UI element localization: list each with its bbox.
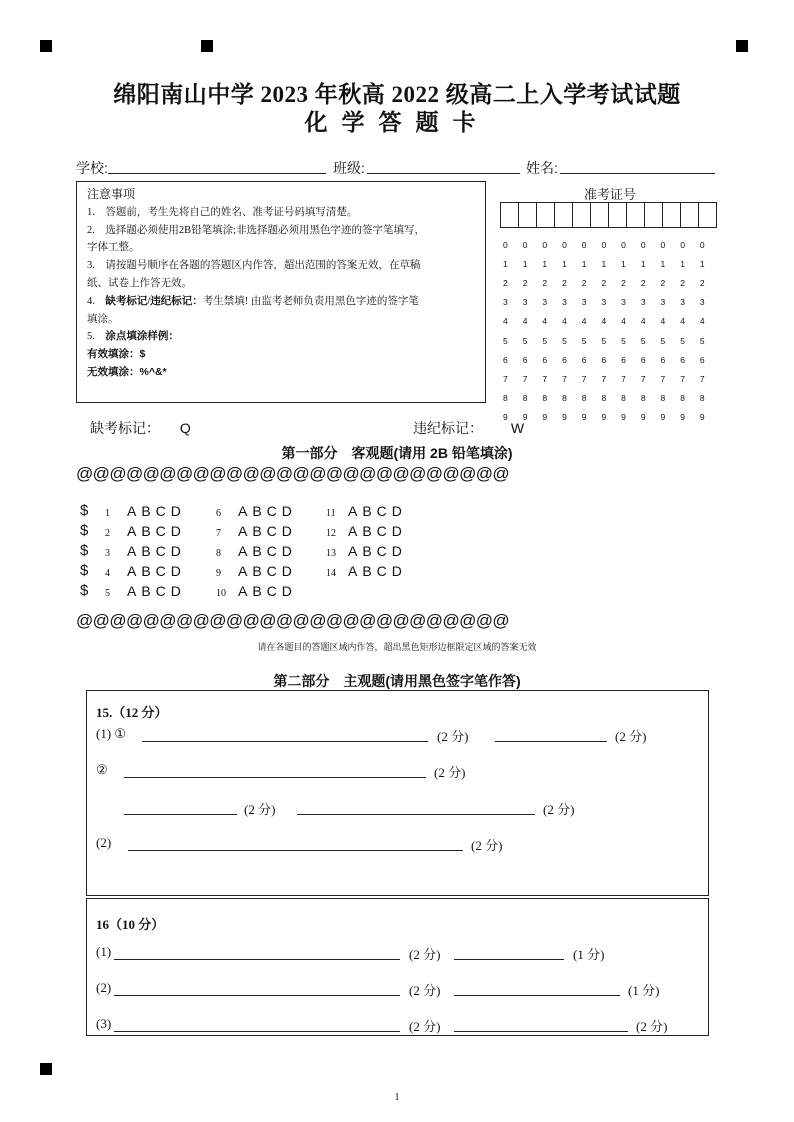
mc-question[interactable] <box>326 523 407 539</box>
digit-bubble[interactable]: 6 <box>640 354 646 365</box>
digit-bubble[interactable]: 8 <box>562 393 567 404</box>
digit-bubble[interactable]: 5 <box>680 335 685 346</box>
q15-part2-label: (2) <box>96 835 112 850</box>
row-sync-mark: $ <box>80 502 89 519</box>
digit-bubble[interactable]: 8 <box>640 393 646 404</box>
instruction-item: 4. 缺考标记/违纪标记：考生禁填! 由监考老师负责用黑色字迹的签字笔 <box>87 295 419 307</box>
exam-number-box[interactable] <box>662 202 681 228</box>
digit-bubble[interactable]: 0 <box>522 239 528 250</box>
mc-question[interactable] <box>216 503 297 519</box>
digit-bubble[interactable]: 7 <box>699 373 705 384</box>
mc-question[interactable] <box>105 563 186 579</box>
q15-1-answer-line-e[interactable] <box>297 814 535 815</box>
name-input-line[interactable] <box>560 173 715 174</box>
score-label: (1 分) <box>628 983 660 998</box>
violation-mark-box[interactable]: W <box>510 420 525 436</box>
q15-part1b-label: ② <box>96 762 108 777</box>
digit-bubble[interactable]: 6 <box>542 354 548 365</box>
digit-row <box>503 408 720 427</box>
digit-row <box>503 235 720 254</box>
mc-question[interactable] <box>105 583 186 599</box>
name-label: 姓名: <box>526 160 558 176</box>
school-input-line[interactable] <box>108 173 326 174</box>
score-label: (2 分) <box>471 838 503 853</box>
question-number: 10 <box>216 588 226 599</box>
digit-bubble[interactable]: 4 <box>542 316 548 327</box>
digit-bubble[interactable]: 2 <box>542 277 548 288</box>
digit-bubble[interactable]: 9 <box>503 412 508 423</box>
digit-bubble[interactable]: 7 <box>503 373 508 384</box>
digit-bubble[interactable]: 3 <box>542 297 548 308</box>
digit-bubble[interactable]: 1 <box>680 258 685 269</box>
digit-bubble[interactable]: 1 <box>581 258 587 269</box>
exam-number-box[interactable] <box>608 202 627 228</box>
digit-bubble[interactable]: 1 <box>522 258 528 269</box>
score-label: (2 分) <box>244 802 276 817</box>
digit-bubble[interactable]: 4 <box>522 316 528 327</box>
q15-1-answer-line-b[interactable] <box>495 741 607 742</box>
digit-bubble[interactable]: 3 <box>621 297 626 308</box>
digit-bubble[interactable]: 9 <box>601 412 607 423</box>
q16-2-answer-line-a[interactable] <box>114 995 400 996</box>
digit-bubble[interactable]: 8 <box>542 393 548 404</box>
digit-bubble[interactable]: 5 <box>542 335 548 346</box>
answer-options[interactable]: ABCD <box>127 563 186 579</box>
q16-part3-label: (3) <box>96 1016 112 1031</box>
mc-question[interactable] <box>326 503 407 519</box>
q15-1-answer-line-d[interactable] <box>124 814 237 815</box>
answer-options[interactable]: ABCD <box>127 523 186 539</box>
digit-bubble[interactable]: 2 <box>621 277 626 288</box>
digit-bubble[interactable]: 1 <box>542 258 548 269</box>
digit-bubble[interactable]: 5 <box>503 335 508 346</box>
digit-bubble[interactable]: 0 <box>680 239 685 250</box>
digit-bubble[interactable]: 9 <box>660 412 666 423</box>
digit-bubble[interactable]: 6 <box>699 354 705 365</box>
question-number: 3 <box>105 548 110 559</box>
digit-bubble[interactable]: 4 <box>640 316 646 327</box>
mc-question[interactable] <box>216 563 297 579</box>
digit-bubble[interactable]: 3 <box>522 297 528 308</box>
digit-bubble[interactable]: 9 <box>581 412 587 423</box>
exam-number-box[interactable] <box>518 202 537 228</box>
digit-bubble[interactable]: 0 <box>542 239 548 250</box>
digit-bubble[interactable]: 5 <box>621 335 626 346</box>
school-label: 学校: <box>76 160 108 176</box>
valid-fill-sample: 有效填涂：$ <box>87 348 146 361</box>
digit-bubble[interactable]: 4 <box>503 316 508 327</box>
exam-number-box[interactable] <box>644 202 663 228</box>
score-label: (1 分) <box>573 947 605 962</box>
q16-3-answer-line-b[interactable] <box>454 1031 628 1032</box>
digit-bubble[interactable]: 9 <box>640 412 646 423</box>
score-label: (2 分) <box>437 729 469 744</box>
answer-options[interactable]: ABCD <box>348 523 407 539</box>
exam-number-box[interactable] <box>572 202 591 228</box>
question-number: 11 <box>326 508 336 519</box>
digit-bubble[interactable]: 8 <box>621 393 626 404</box>
digit-bubble[interactable]: 9 <box>562 412 567 423</box>
exam-number-title: 准考证号 <box>583 187 636 202</box>
question-number: 4 <box>105 568 110 579</box>
digit-row <box>503 350 720 369</box>
digit-bubble[interactable]: 5 <box>522 335 528 346</box>
q16-3-answer-line-a[interactable] <box>114 1031 400 1032</box>
digit-bubble[interactable]: 7 <box>680 373 685 384</box>
question-number: 6 <box>216 508 221 519</box>
q15-2-answer-line[interactable] <box>128 850 463 851</box>
mc-question[interactable] <box>216 523 297 539</box>
digit-row <box>503 273 720 292</box>
score-label: (2 分) <box>543 802 575 817</box>
digit-bubble[interactable]: 6 <box>680 354 685 365</box>
digit-bubble[interactable]: 7 <box>660 373 666 384</box>
digit-bubble[interactable]: 7 <box>581 373 587 384</box>
answer-options[interactable]: ABCD <box>127 583 186 599</box>
positioning-marker <box>201 40 213 52</box>
exam-number-box[interactable] <box>680 202 699 228</box>
row-sync-mark: $ <box>80 542 89 559</box>
timing-mark-row: @@@@@@@@@@@@@@@@@@@@@@@@@@ <box>76 464 510 483</box>
absent-mark-label: 缺考标记： <box>90 420 160 436</box>
digit-bubble[interactable]: 7 <box>640 373 646 384</box>
absent-mark[interactable] <box>90 418 191 438</box>
digit-bubble[interactable]: 8 <box>601 393 607 404</box>
part2-title: 第二部分 主观题(请用黑色签字笔作答) <box>273 673 521 689</box>
answer-sheet-title: 化学答题卡 <box>304 110 490 135</box>
question-15-heading: 15.（12 分） <box>96 705 168 720</box>
mc-question[interactable] <box>105 543 186 559</box>
digit-bubble[interactable]: 1 <box>640 258 646 269</box>
digit-bubble[interactable]: 9 <box>542 412 548 423</box>
score-label: (2 分) <box>409 947 441 962</box>
answer-options[interactable]: ABCD <box>348 563 407 579</box>
question-number: 14 <box>326 568 336 579</box>
q16-1-answer-line-a[interactable] <box>114 959 400 960</box>
q15-1-answer-line-a[interactable] <box>142 741 428 742</box>
answer-area-hint: 请在各题目的答题区域内作答，超出黑色矩形边框限定区域的答案无效 <box>257 642 537 652</box>
digit-bubble[interactable]: 0 <box>699 239 705 250</box>
score-label: (2 分) <box>636 1019 668 1034</box>
exam-number-box[interactable] <box>590 202 609 228</box>
digit-bubble[interactable]: 7 <box>542 373 548 384</box>
digit-bubble[interactable]: 1 <box>562 258 567 269</box>
mc-question[interactable] <box>326 563 407 579</box>
digit-bubble[interactable]: 5 <box>581 335 587 346</box>
question-number: 12 <box>326 528 336 539</box>
instruction-item: 2. 选择题必须使用2B铅笔填涂;非选择题必须用黑色字迹的签字笔填写， <box>87 224 426 236</box>
positioning-marker <box>736 40 748 52</box>
q15-1-answer-line-c[interactable] <box>124 777 426 778</box>
digit-bubble[interactable]: 6 <box>503 354 508 365</box>
digit-bubble[interactable]: 3 <box>680 297 685 308</box>
mc-question[interactable] <box>216 543 297 559</box>
question-number: 13 <box>326 548 336 559</box>
digit-row <box>503 369 720 388</box>
mc-question[interactable] <box>216 583 297 599</box>
digit-bubble[interactable]: 8 <box>503 393 508 404</box>
timing-mark-row: @@@@@@@@@@@@@@@@@@@@@@@@@@ <box>76 611 510 630</box>
digit-bubble[interactable]: 8 <box>699 393 705 404</box>
answer-options[interactable]: ABCD <box>127 543 186 559</box>
answer-options[interactable]: ABCD <box>238 503 297 519</box>
digit-row <box>503 331 720 350</box>
question-number: 8 <box>216 548 221 559</box>
digit-bubble[interactable]: 6 <box>601 354 607 365</box>
q16-2-answer-line-b[interactable] <box>454 995 620 996</box>
digit-bubble[interactable]: 2 <box>503 277 508 288</box>
answer-options[interactable]: ABCD <box>238 563 297 579</box>
score-label: (2 分) <box>615 729 647 744</box>
exam-title: 绵阳南山中学 2023 年秋高 2022 级高二上入学考试试题 <box>113 82 681 107</box>
digit-bubble[interactable]: 2 <box>522 277 528 288</box>
name-field[interactable] <box>526 158 558 178</box>
digit-bubble[interactable]: 2 <box>680 277 685 288</box>
digit-bubble[interactable]: 5 <box>562 335 567 346</box>
digit-row <box>503 312 720 331</box>
digit-bubble[interactable]: 2 <box>562 277 567 288</box>
digit-bubble[interactable]: 5 <box>601 335 607 346</box>
answer-options[interactable]: ABCD <box>348 503 407 519</box>
digit-bubble[interactable]: 4 <box>581 316 587 327</box>
digit-bubble[interactable]: 1 <box>621 258 626 269</box>
question-number: 2 <box>105 528 110 539</box>
digit-bubble[interactable]: 0 <box>581 239 587 250</box>
instruction-item: 字体工整。 <box>87 242 140 254</box>
digit-bubble[interactable]: 4 <box>660 316 666 327</box>
answer-options[interactable]: ABCD <box>238 543 297 559</box>
school-field[interactable] <box>76 158 108 178</box>
digit-bubble[interactable]: 7 <box>562 373 567 384</box>
exam-number-box[interactable] <box>698 202 717 228</box>
violation-mark[interactable] <box>413 418 524 438</box>
digit-row <box>503 254 720 273</box>
row-sync-mark: $ <box>80 562 89 579</box>
digit-bubble[interactable]: 4 <box>699 316 705 327</box>
digit-bubble[interactable]: 1 <box>660 258 666 269</box>
digit-bubble[interactable]: 1 <box>699 258 705 269</box>
digit-bubble[interactable]: 6 <box>522 354 528 365</box>
digit-bubble[interactable]: 3 <box>562 297 567 308</box>
question-number: 5 <box>105 588 110 599</box>
absent-mark-box[interactable]: Q <box>179 420 191 436</box>
row-sync-mark: $ <box>80 582 89 599</box>
digit-bubble[interactable]: 4 <box>680 316 685 327</box>
digit-bubble[interactable]: 6 <box>562 354 567 365</box>
digit-bubble[interactable]: 7 <box>621 373 626 384</box>
answer-options[interactable]: ABCD <box>348 543 407 559</box>
digit-bubble[interactable]: 8 <box>680 393 685 404</box>
invalid-fill-sample: 无效填涂：%^&* <box>87 365 167 378</box>
q16-part2-label: (2) <box>96 980 112 995</box>
instruction-item: 5. 涂点填涂样例： <box>87 331 179 343</box>
digit-bubble[interactable]: 9 <box>621 412 626 423</box>
digit-bubble[interactable]: 3 <box>660 297 666 308</box>
class-label: 班级: <box>333 160 365 176</box>
digit-bubble[interactable]: 7 <box>601 373 607 384</box>
instruction-item: 填涂。 <box>87 313 119 325</box>
part1-title: 第一部分 客观题(请用 2B 铅笔填涂) <box>281 445 513 461</box>
answer-options[interactable]: ABCD <box>238 583 297 599</box>
exam-number-box[interactable] <box>536 202 555 228</box>
digit-bubble[interactable]: 4 <box>562 316 567 327</box>
digit-bubble[interactable]: 5 <box>699 335 705 346</box>
digit-bubble[interactable]: 3 <box>581 297 587 308</box>
violation-mark-label: 违纪标记： <box>413 420 483 436</box>
page-number: 1 <box>394 1092 400 1103</box>
score-label: (2 分) <box>409 983 441 998</box>
exam-number-box[interactable] <box>500 202 519 228</box>
instruction-item: 1. 答题前，考生先将自己的姓名、准考证号码填写清楚。 <box>87 206 358 218</box>
q16-part1-label: (1) <box>96 944 112 959</box>
answer-options[interactable]: ABCD <box>127 503 186 519</box>
digit-bubble[interactable]: 0 <box>640 239 646 250</box>
score-label: (2 分) <box>434 765 466 780</box>
digit-bubble[interactable]: 0 <box>621 239 626 250</box>
digit-bubble[interactable]: 4 <box>621 316 626 327</box>
digit-bubble[interactable]: 0 <box>562 239 567 250</box>
q15-part1-label: (1) ① <box>96 726 127 741</box>
digit-bubble[interactable]: 8 <box>581 393 587 404</box>
answer-options[interactable]: ABCD <box>238 523 297 539</box>
digit-bubble[interactable]: 2 <box>660 277 666 288</box>
instruction-item: 3. 请按题号顺序在各题的答题区内作答，超出范围的答案无效，在草稿 <box>87 260 421 272</box>
class-input-line[interactable] <box>367 173 520 174</box>
digit-bubble[interactable]: 4 <box>601 316 607 327</box>
digit-bubble[interactable]: 3 <box>699 297 705 308</box>
digit-bubble[interactable]: 1 <box>503 258 508 269</box>
digit-bubble[interactable]: 8 <box>522 393 528 404</box>
exam-number-box[interactable] <box>554 202 573 228</box>
digit-bubble[interactable]: 0 <box>660 239 666 250</box>
digit-bubble[interactable]: 9 <box>680 412 685 423</box>
question-16-heading: 16（10 分） <box>96 917 165 932</box>
digit-bubble[interactable]: 7 <box>522 373 528 384</box>
instructions-heading: 注意事项 <box>87 187 136 201</box>
digit-bubble[interactable]: 2 <box>640 277 646 288</box>
digit-bubble[interactable]: 2 <box>699 277 705 288</box>
digit-bubble[interactable]: 1 <box>601 258 607 269</box>
digit-bubble[interactable]: 3 <box>640 297 646 308</box>
digit-bubble[interactable]: 9 <box>522 412 528 423</box>
digit-bubble[interactable]: 3 <box>601 297 607 308</box>
digit-bubble[interactable]: 2 <box>601 277 607 288</box>
row-sync-mark: $ <box>80 522 89 539</box>
question-number: 9 <box>216 568 221 579</box>
score-label: (2 分) <box>409 1019 441 1034</box>
digit-row <box>503 293 720 312</box>
question-number: 1 <box>105 508 110 519</box>
exam-number-boxes[interactable] <box>500 202 716 228</box>
positioning-marker <box>40 40 52 52</box>
q16-1-answer-line-b[interactable] <box>454 959 564 960</box>
exam-number-bubbles[interactable] <box>503 235 720 427</box>
digit-bubble[interactable]: 3 <box>503 297 508 308</box>
question-15-box <box>86 690 709 896</box>
digit-bubble[interactable]: 6 <box>660 354 666 365</box>
digit-bubble[interactable]: 0 <box>503 239 508 250</box>
instruction-item: 纸、试卷上作答无效。 <box>87 277 192 289</box>
digit-bubble[interactable]: 5 <box>660 335 666 346</box>
digit-bubble[interactable]: 8 <box>660 393 666 404</box>
exam-number-box[interactable] <box>626 202 645 228</box>
class-field[interactable] <box>333 158 365 178</box>
digit-bubble[interactable]: 5 <box>640 335 646 346</box>
digit-bubble[interactable]: 6 <box>621 354 626 365</box>
digit-bubble[interactable]: 0 <box>601 239 607 250</box>
digit-bubble[interactable]: 6 <box>581 354 587 365</box>
digit-bubble[interactable]: 2 <box>581 277 587 288</box>
question-16-box <box>86 898 709 1036</box>
mc-question[interactable] <box>105 523 186 539</box>
positioning-marker <box>40 1063 52 1075</box>
instructions-box <box>76 181 486 403</box>
question-number: 7 <box>216 528 221 539</box>
mc-question[interactable] <box>326 543 407 559</box>
mc-question[interactable] <box>105 503 186 519</box>
digit-row <box>503 389 720 408</box>
digit-bubble[interactable]: 9 <box>699 412 705 423</box>
